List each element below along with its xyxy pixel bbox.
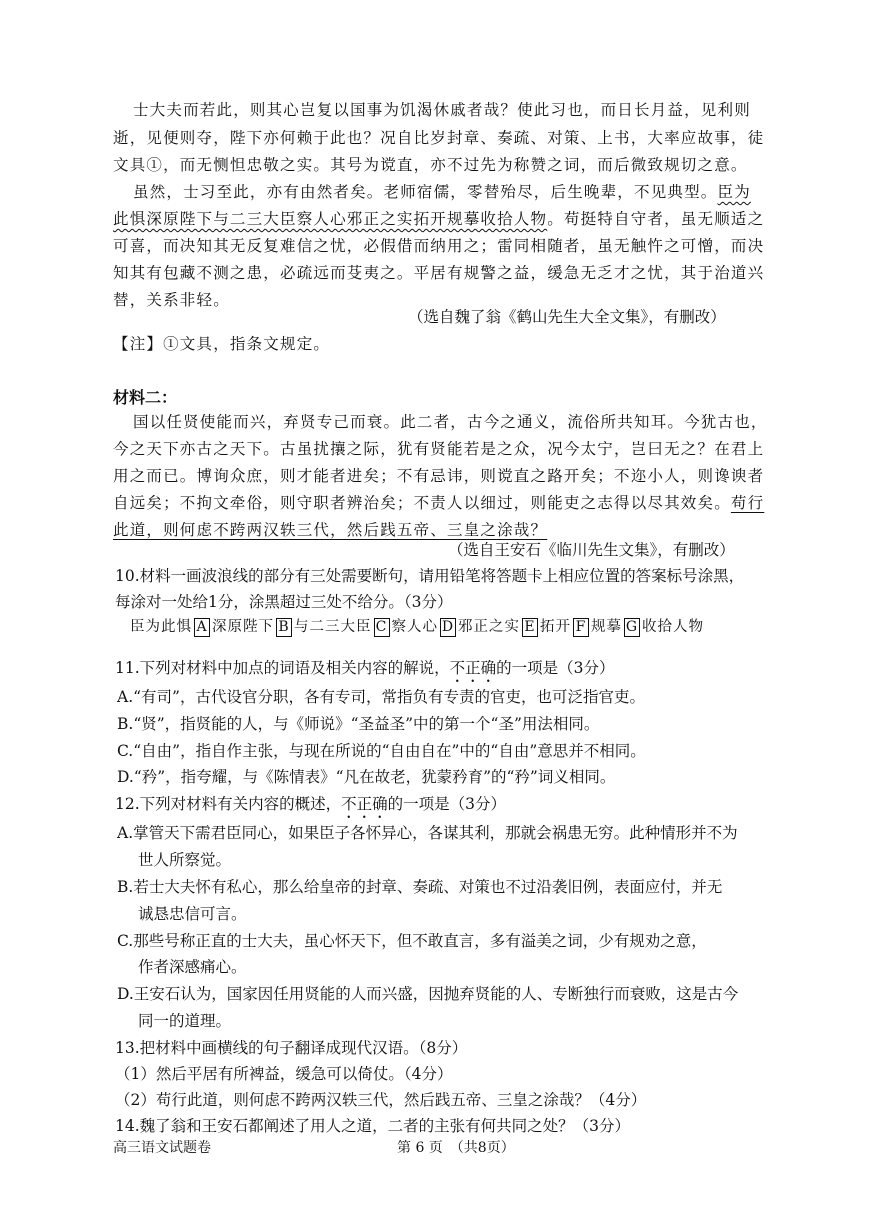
q10-answer-box-e[interactable]: E [522,618,538,637]
q12-option-d-line2: 同一的道理。 [138,1012,232,1030]
q10-answer-box-g[interactable]: G [625,618,639,635]
q11-option-d: D.“矜”，指夸耀，与《陈情表》“凡在故老，犹蒙矜育”的“矜”词义相同。 [117,768,616,786]
m1-note: 【注】①文具，指条文规定。 [113,335,331,353]
underlined-text: 此道，则何虑不跨两汉轶三代，然后践五帝、三皇之涂哉？ [113,521,548,539]
wavy-underlined-text: 此惧深原陛下与二三大臣察人心邪正之实拓开规摹收拾人物 [113,210,548,228]
m1-para1-line3: 文具①，而无恻怛忠敬之实。其号为谠直，亦不过先为称赞之词，而后微致规切之意。 [113,156,748,174]
q10-segment-text: 与二三大臣 [294,619,372,635]
m1-para2-line1-text: 虽然，士习至此，亦有由然者矣。老师宿儒，零替殆尽，后生晚辈，不见典型。 [133,183,718,201]
m2-source: （选自王安石《临川先生文集》，有删改） [448,541,735,559]
m2-heading: 材料二： [113,388,178,407]
q11-stem-text: 11.下列对材料中加点的词语及相关内容的解说， [115,659,450,677]
q10-segment-text: 深原陛下 [212,619,274,635]
m1-source: （选自魏了翁《鹤山先生大全文集》，有删改） [408,308,726,326]
q12-option-c-line1: C.那些号称正直的士大夫，虽心怀天下，但不敢直言，多有溢美之词，少有规劝之意， [117,932,707,950]
q12-option-a-line1: A.掌管天下需君臣同心，如果臣子各怀异心，各谋其利，那就会祸患无穷。此种情形并不为 [117,824,738,842]
q12-stem-text: 12.下列对材料有关内容的概述， [115,795,342,813]
q10-segment-text: 察人心 [391,619,438,635]
q10-segment-text: 收拾人物 [642,619,704,635]
q11-option-a: A.“有司”，古代设官分职，各有专司，常指负有专责的官吏，也可泛指官吏。 [117,688,645,706]
footer-page-number: 第 6 页 （共8页） [397,1140,515,1156]
m2-line4 [113,491,764,513]
q10-segment-text: 拓开 [540,619,571,635]
q10-segment-text: 规摹 [591,619,622,635]
q11-stem-emphasis: 不正确 [449,659,497,677]
q10-answer-box-a[interactable]: A [194,618,210,637]
q11-option-c: C.“自由”，指自作主张，与现在所说的“自由自在”中的“自由”意思并不相同。 [117,742,646,760]
q11-stem [115,656,615,686]
underlined-text: 苟行 [730,494,765,512]
footer-title: 高三语文试题卷 [113,1140,211,1156]
m2-line1: 国以任贤使能而兴，弃贤专己而衰。此二者，古今之通义，流俗所共知耳。今犹古也， [133,413,768,431]
q10-answer-box-b[interactable]: B [276,618,292,637]
q11-option-b: B.“贤”，指贤能的人，与《师说》“圣益圣”中的第一个“圣”用法相同。 [117,715,600,733]
q10-answer-box-d[interactable]: D [441,618,455,635]
m1-para2-line5: 替，关系非轻。 [113,291,230,309]
q12-stem-emphasis: 不正确 [341,795,388,813]
m1-para2-line2 [113,207,764,229]
q12-option-b-line1: B.若士大夫怀有私心，那么给皇帝的封章、奏疏、对策也不过沿袭旧例，表面应付，并无 [117,878,723,896]
q10-answer-box-f[interactable]: F [573,618,589,637]
m1-para2-line3: 可喜，而决知其无反复难信之忧，必假借而纳用之；雷同相随者，虽无触忤之可憎，而决 [113,237,765,255]
m2-line2: 今之天下亦古之天下。古虽扰攘之际，犹有贤能若是之众，况今太宁，岂曰无之？在君上 [113,440,765,458]
q13-sentence-2: （2）苟行此道，则何虑不跨两汉轶三代，然后践五帝、三皇之涂哉？（4分） [115,1091,647,1109]
wavy-underlined-text: 臣为 [717,183,751,201]
q12-option-c-line2: 作者深感痛心。 [138,958,247,976]
m2-line5 [113,518,547,540]
q10-answer-box-c[interactable]: C [374,618,390,637]
q14-stem: 14.魏了翁和王安石都阐述了用人之道，二者的主张有何共同之处？（3分） [115,1117,631,1135]
m1-para1-line1: 士大夫而若此，则其心岂复以国事为饥渴休戚者哉？使此习也，而日长月益，见利则 [133,101,751,119]
m2-line4-text: 自远矣；不拘文牵俗，则守职者辨治矣；不责人以细过，则能吏之志得以尽其效矣。 [113,494,731,512]
q12-stem-score: 的一项是（3分） [387,795,507,813]
q12-option-b-line2: 诚恳忠信可言。 [138,905,247,923]
q11-stem-score: 的一项是（3分） [496,659,615,677]
q10-stem-line1: 10.材料一画波浪线的部分有三处需要断句，请用铅笔将答题卡上相应位置的答案标号涂黑， [115,567,745,585]
q12-stem [115,792,506,822]
m1-para2-line1 [133,180,751,202]
q10-stem-line2: 每涂对一处给1分，涂黑超过三处不给分。（3分） [115,593,453,611]
q10-segment-text: 邪正之实 [458,619,520,635]
q13-sentence-1: （1）然后平居有所裨益，缓急可以倚仗。（4分） [115,1065,453,1083]
m1-para2-line4: 知其有包藏不测之患，必疏远而芟夷之。平居有规警之益，缓急无乏才之忧，其于治道兴 [113,264,765,282]
q13-stem: 13.把材料中画横线的句子翻译成现代汉语。（8分） [115,1039,468,1057]
q10-segment-text: 臣为此惧 [130,619,192,635]
m2-line3: 用之而已。博询众庶，则才能者进矣；不有忌讳，则谠直之路开矣；不迩小人，则谗谀者 [113,467,765,485]
q12-option-d-line1: D.王安石认为，国家因任用贤能的人而兴盛，因抛弃贤能的人、专断独行而衰败，这是古今 [117,985,739,1003]
m1-para2-line2-text: 。苟挺特自守者，虽无顺适之 [547,210,765,228]
m1-para1-line2: 逝，见便则夺，陛下亦何赖于此也？况自比岁封章、奏疏、对策、上书，大率应故事，徒 [113,129,765,147]
q12-option-a-line2: 世人所察觉。 [138,851,232,869]
q10-segment-line [130,615,704,637]
